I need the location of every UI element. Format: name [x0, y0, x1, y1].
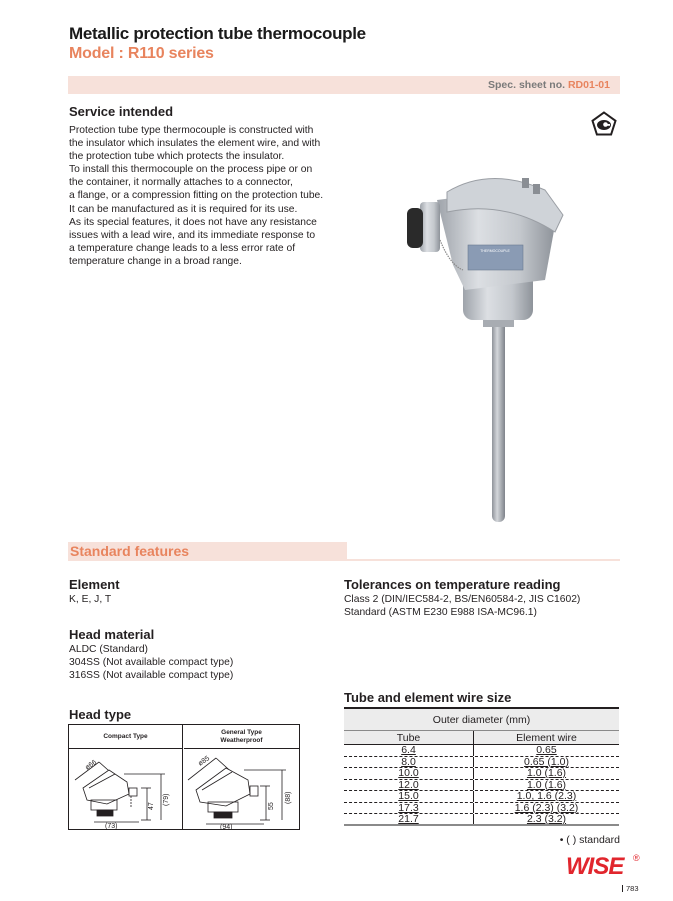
standard-note: • ( ) standard — [559, 834, 620, 846]
standard-features-heading: Standard features — [70, 543, 190, 559]
compact-type-label — [69, 725, 182, 749]
table-row — [344, 814, 619, 826]
tube-cell: 6.4 — [401, 744, 416, 756]
service-line: As its special features, it does not have any resistance — [69, 216, 317, 228]
tolerance-value: Standard (ASTM E230 E988 ISA-MC96.1) — [344, 607, 537, 618]
head-type-general — [184, 725, 299, 829]
outer-diameter-header: Outer diameter (mm) — [344, 709, 619, 731]
head-type-heading: Head type — [69, 707, 132, 722]
element-wire-cell: 1.6 (2.3) (3.2) — [514, 801, 579, 814]
service-line: a flange, or a compression fitting on the protection tube. — [69, 190, 324, 202]
head-material-value: 316SS (Not available compact type) — [69, 670, 234, 681]
standard-features-band — [68, 542, 347, 561]
compact-diameter-label: ø66 — [84, 758, 99, 772]
element-wire-cell: 2.3 (3.2) — [526, 813, 567, 825]
table-row — [344, 757, 619, 769]
element-wire-cell: 1.0 (1.6) — [526, 767, 567, 779]
compact-width-label: (73) — [105, 823, 118, 830]
table-row — [344, 803, 619, 815]
service-heading: Service intended — [69, 104, 174, 119]
head-type-label-line: Compact Type — [103, 732, 148, 740]
tube-cell: 15.0 — [398, 790, 419, 802]
compact-height-label: 47 — [148, 802, 155, 810]
general-head-drawing — [184, 750, 299, 830]
service-line: It can be manufactured as it is required for its use. — [69, 203, 298, 215]
table-row — [344, 768, 619, 780]
head-material-value: 304SS (Not available compact type) — [69, 657, 234, 668]
column-header-element-wire: Element wire — [516, 732, 577, 744]
registered-mark: ® — [633, 853, 640, 863]
table-row — [344, 780, 619, 792]
spec-sheet-number — [488, 79, 610, 91]
service-line: temperature change in a broad range. — [69, 255, 242, 267]
service-line: issues with a lead wire, and its immediate response to — [69, 229, 316, 241]
general-type-label — [184, 725, 299, 749]
page-title: Metallic protection tube thermocouple — [69, 24, 366, 43]
service-line: Protection tube type thermocouple is constructed with — [69, 125, 314, 136]
head-material-value: ALDC (Standard) — [69, 644, 148, 655]
element-wire-cell: 0.65 (1.0) — [524, 755, 569, 768]
general-diameter-label: ø85 — [197, 754, 212, 768]
model-subtitle: Model : R110 series — [69, 45, 214, 62]
service-line: the insulator which insulates the element wire, and with — [69, 138, 321, 150]
page-number: 783 — [622, 884, 639, 893]
service-line: a temperature change leads to a less error rate of — [69, 242, 296, 254]
element-wire-cell: 1.0, 1.6 (2.3) — [516, 790, 577, 802]
spec-sheet-band — [68, 76, 620, 94]
head-type-label-line: Weatherproof — [220, 736, 263, 744]
tolerance-value: Class 2 (DIN/IEC584-2, BS/EN60584-2, JIS C1602) — [344, 594, 581, 605]
tube-cell: 12.0 — [398, 778, 419, 791]
general-width-label: (94) — [220, 824, 233, 830]
tube-cell: 10.0 — [398, 767, 419, 779]
spec-code: RD01-01 — [567, 79, 610, 91]
tolerances-heading: Tolerances on temperature reading — [344, 577, 561, 592]
general-height-label: 55 — [268, 802, 275, 810]
column-header-tube: Tube — [344, 731, 474, 744]
service-line: the protection tube which protects the insulator. — [69, 151, 285, 163]
compact-head-drawing — [69, 750, 183, 830]
head-type-label-line: General Type — [221, 728, 262, 736]
general-overall-height-label: (88) — [285, 791, 292, 804]
element-heading: Element — [69, 577, 120, 592]
spec-label: Spec. sheet no. — [488, 79, 566, 91]
service-line: the container, it normally attaches to a connector, — [69, 177, 293, 189]
service-description — [69, 124, 359, 268]
service-line: To install this thermocouple on the process pipe or on — [69, 164, 313, 176]
gost-certification-icon — [591, 111, 617, 137]
table-row — [344, 745, 619, 757]
head-material-values — [69, 643, 233, 682]
tube-cell: 8.0 — [401, 755, 416, 768]
tolerances-values — [344, 593, 580, 619]
head-type-table — [68, 724, 300, 830]
wise-logo: WISE — [566, 853, 624, 880]
thermocouple-product-image — [395, 170, 570, 530]
standard-features-divider — [347, 559, 620, 561]
element-wire-cell: 0.65 — [536, 744, 557, 756]
element-value: K, E, J, T — [69, 594, 112, 605]
table-header-row — [344, 731, 619, 745]
tube-element-table — [344, 707, 619, 826]
tube-cell: 17.3 — [398, 801, 419, 814]
tube-table-heading: Tube and element wire size — [344, 690, 512, 705]
head-type-compact — [69, 725, 183, 829]
element-values — [69, 593, 111, 606]
tube-cell: 21.7 — [398, 813, 419, 825]
element-wire-cell: 1.0 (1.6) — [526, 778, 567, 791]
nameplate-text: THERMOCOUPLE — [480, 249, 510, 253]
compact-overall-height-label: (79) — [163, 793, 170, 806]
head-material-heading: Head material — [69, 627, 155, 642]
